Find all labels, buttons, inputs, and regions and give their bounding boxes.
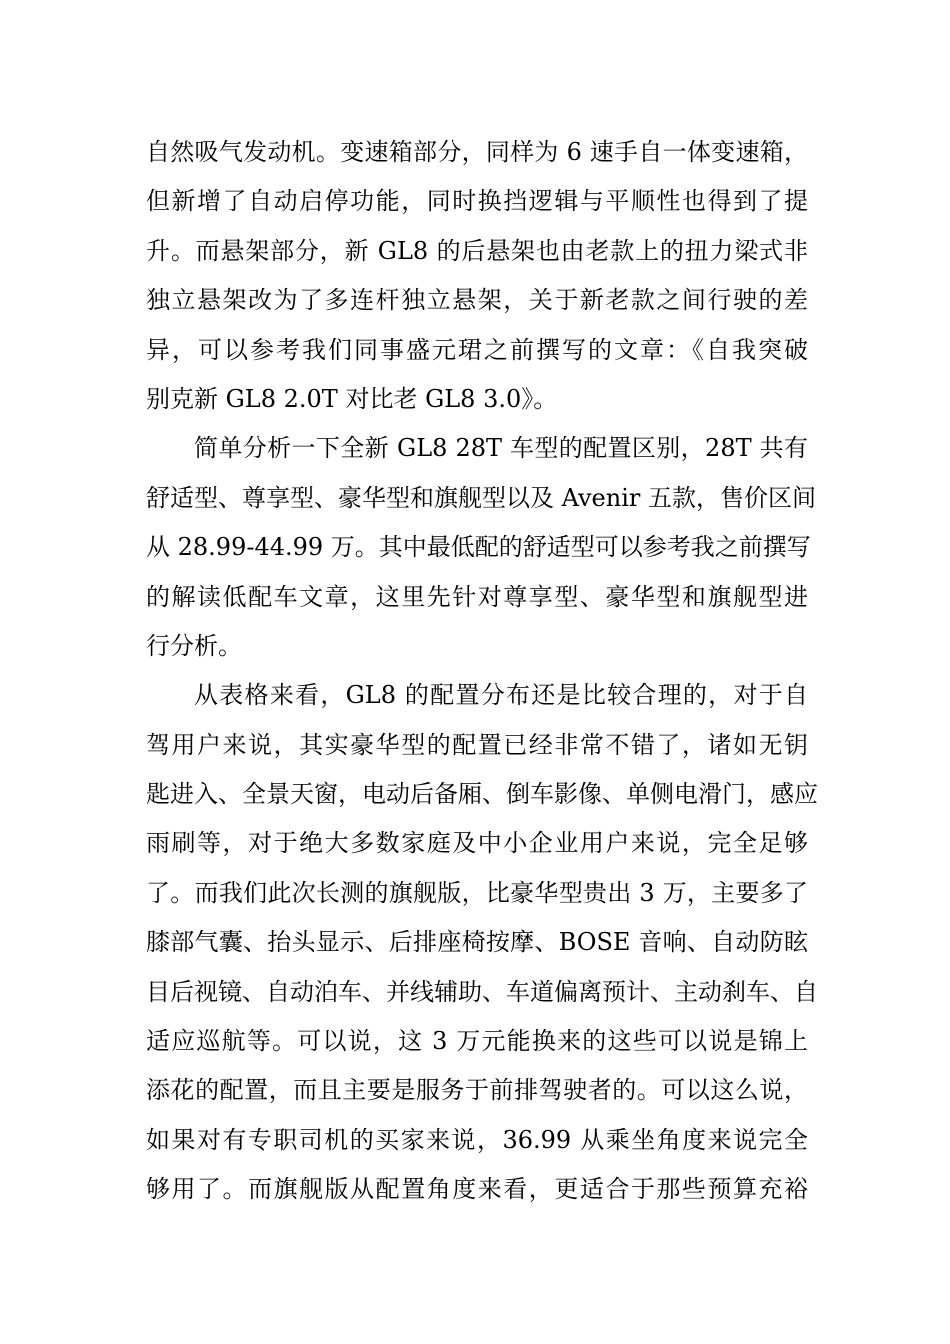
document-body	[146, 128, 818, 1215]
text-line: 独立悬架改为了多连杆独立悬架，关于新老款之间行驶的差	[146, 286, 808, 315]
text-line: 但新增了自动启停功能，同时换挡逻辑与平顺性也得到了提	[146, 187, 808, 216]
text-line: 目后视镜、自动泊车、并线辅助、车道偏离预计、主动刹车、自	[146, 977, 818, 1006]
text-line: 升。而悬架部分，新 GL8 的后悬架也由老款上的扭力梁式非	[146, 236, 808, 265]
text-line: 添花的配置，而且主要是服务于前排驾驶者的。可以这么说，	[146, 1076, 808, 1105]
text-line: 的解读低配车文章，这里先针对尊享型、豪华型和旗舰型进	[146, 582, 808, 611]
text-line: 了。而我们此次长测的旗舰版，比豪华型贵出 3 万，主要多了	[146, 878, 808, 907]
paragraph-2	[146, 424, 816, 671]
paragraph-1	[146, 128, 808, 424]
text-line: 简单分析一下全新 GL8 28T 车型的配置区别，28T 共有	[194, 434, 808, 463]
text-line: 舒适型、尊享型、豪华型和旗舰型以及 Avenir 五款，售价区间	[146, 483, 816, 512]
text-line: 够用了。而旗舰版从配置角度来看，更适合于那些预算充裕	[146, 1175, 808, 1204]
text-line: 别克新 GL8 2.0T 对比老 GL8 3.0》。	[146, 384, 558, 413]
paragraph-3	[146, 671, 818, 1214]
text-line: 适应巡航等。可以说，这 3 万元能换来的这些可以说是锦上	[146, 1027, 808, 1056]
text-line: 如果对有专职司机的买家来说，36.99 从乘坐角度来说完全	[146, 1125, 808, 1154]
text-line: 从表格来看，GL8 的配置分布还是比较合理的，对于自	[194, 681, 808, 710]
text-line: 自然吸气发动机。变速箱部分，同样为 6 速手自一体变速箱，	[146, 138, 808, 166]
text-line: 膝部气囊、抬头显示、后排座椅按摩、BOSE 音响、自动防眩	[146, 928, 808, 957]
text-line: 雨刷等，对于绝大多数家庭及中小企业用户来说，完全足够	[146, 829, 808, 858]
text-line: 行分析。	[146, 631, 242, 660]
text-line: 从 28.99-44.99 万。其中最低配的舒适型可以参考我之前撰写	[146, 533, 811, 562]
text-line: 异，可以参考我们同事盛元珺之前撰写的文章：《自我突破	[146, 335, 808, 364]
text-line: 驾用户来说，其实豪华型的配置已经非常不错了，诸如无钥	[146, 730, 808, 759]
text-line: 匙进入、全景天窗，电动后备厢、倒车影像、单侧电滑门，感应	[146, 780, 818, 809]
